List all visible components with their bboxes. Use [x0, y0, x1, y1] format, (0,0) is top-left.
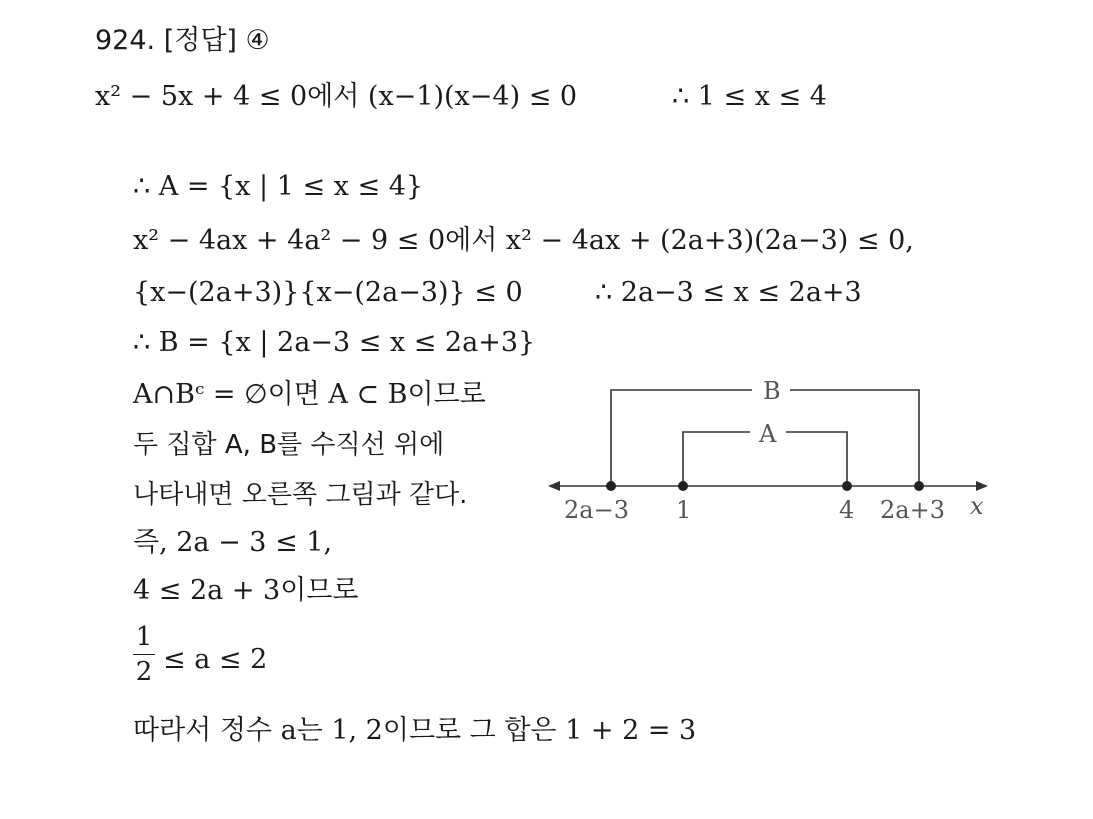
- fraction-denominator: 2: [135, 657, 153, 687]
- point-4: [842, 481, 852, 491]
- tick-label-4: 4: [839, 496, 855, 524]
- axis-right-arrow-icon: [976, 481, 988, 491]
- step-condition-2: 4 ≤ 2a + 3이므로: [133, 575, 359, 606]
- set-a-label: A: [759, 420, 777, 448]
- step-condition-1: 즉, 2a − 3 ≤ 1,: [133, 527, 333, 558]
- step-number-line-text-2: 나타내면 오른쪽 그림과 같다.: [133, 480, 468, 510]
- point-1: [678, 481, 688, 491]
- fraction-bar: [133, 654, 155, 655]
- fraction-one-half: [133, 622, 155, 687]
- set-b-definition: ∴ B = {x | 2a−3 ≤ x ≤ 2a+3}: [133, 327, 536, 358]
- set-b-label: B: [763, 377, 781, 405]
- axis-left-arrow-icon: [548, 481, 560, 491]
- step-range-x: ∴ 1 ≤ x ≤ 4: [672, 81, 827, 112]
- set-a-definition: ∴ A = {x | 1 ≤ x ≤ 4}: [133, 171, 424, 202]
- problem-header: 924. [정답] ④: [95, 25, 270, 56]
- step-factorization: x² − 5x + 4 ≤ 0에서 (x−1)(x−4) ≤ 0: [95, 81, 578, 112]
- step-a-range: ≤ a ≤ 2: [163, 644, 268, 675]
- final-answer: 따라서 정수 a는 1, 2이므로 그 합은 1 + 2 = 3: [133, 715, 697, 746]
- step-b-factorization: {x−(2a+3)}{x−(2a−3)} ≤ 0: [133, 277, 523, 308]
- axis-label-x: x: [970, 492, 984, 520]
- fraction-numerator: 1: [135, 622, 153, 652]
- step-b-range: ∴ 2a−3 ≤ x ≤ 2a+3: [595, 277, 862, 308]
- point-2a-minus-3: [606, 481, 616, 491]
- number-line-diagram: [540, 372, 1000, 532]
- point-2a-plus-3: [914, 481, 924, 491]
- step-number-line-text-1: 두 집합 A, B를 수직선 위에: [133, 430, 445, 460]
- tick-label-2a-plus-3: 2a+3: [880, 496, 945, 524]
- tick-label-2a-minus-3: 2a−3: [564, 496, 629, 524]
- step-subset-condition: A∩Bᶜ = ∅이면 A ⊂ B이므로: [133, 379, 486, 410]
- tick-label-1: 1: [676, 496, 692, 524]
- step-b-inequality: x² − 4ax + 4a² − 9 ≤ 0에서 x² − 4ax + (2a+3)(2a−3) ≤ 0,: [133, 225, 914, 256]
